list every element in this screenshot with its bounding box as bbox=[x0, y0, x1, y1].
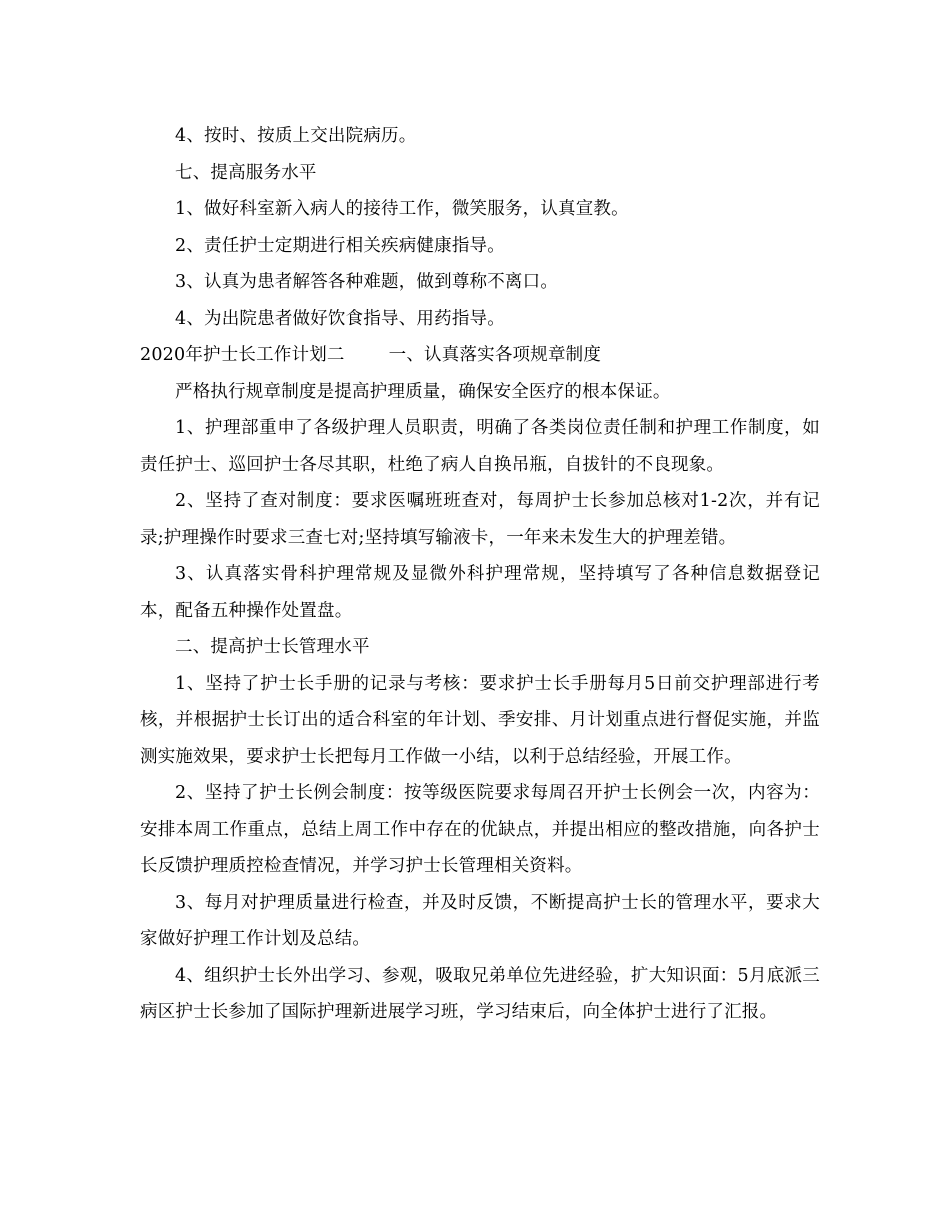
paragraph-management-item-4: 4、组织护士长外出学习、参观，吸取兄弟单位先进经验，扩大知识面：5月底派三病区护士长参加了国际护理新进展学习班，学习结束后，向全体护士进行了汇报。 bbox=[140, 965, 820, 1022]
document-body bbox=[140, 118, 820, 1031]
paragraph-rules-intro: 严格执行规章制度是提高护理质量，确保安全医疗的根本保证。 bbox=[175, 381, 671, 402]
paragraph-item-4-submit-records: 4、按时、按质上交出院病历。 bbox=[175, 126, 417, 146]
paragraph-rules-item-3: 3、认真落实骨科护理常规及显微外科护理常规，坚持填写了各种信息数据登记本，配备五种操作处置盘。 bbox=[140, 564, 820, 621]
paragraph-item-3-answer-questions: 3、认真为患者解答各种难题，做到尊称不离口。 bbox=[175, 272, 559, 292]
paragraph-item-4-discharge-guidance: 4、为出院患者做好饮食指导、用药指导。 bbox=[175, 308, 505, 329]
section-title-line bbox=[140, 337, 820, 374]
section-heading-rules: 一、认真落实各项规章制度 bbox=[388, 345, 602, 365]
paragraph-management-item-1: 1、坚持了护士长手册的记录与考核：要求护士长手册每月5日前交护理部进行考核，并根据护士长订出的适合科室的年计划、季安排、月计划重点进行督促实施，并监测实施效果，要求护士长把每月工作做一小结，以利于总结经验，开展工作。 bbox=[140, 673, 820, 767]
paragraph-management-item-2: 2、坚持了护士长例会制度：按等级医院要求每周召开护士长例会一次，内容为：安排本周工作重点，总结上周工作中存在的优缺点，并提出相应的整改措施，向各护士长反馈护理质控检查情况，并学习护士长管理相关资料。 bbox=[140, 783, 820, 876]
paragraph-item-1-reception: 1、做好科室新入病人的接待工作，微笑服务，认真宣教。 bbox=[175, 199, 629, 219]
plan-title: 2020年护士长工作计划二 bbox=[140, 345, 345, 365]
paragraph-item-2-health-guidance: 2、责任护士定期进行相关疾病健康指导。 bbox=[175, 235, 505, 256]
paragraph-management-item-3: 3、每月对护理质量进行检查，并及时反馈，不断提高护士长的管理水平，要求大家做好护理工作计划及总结。 bbox=[140, 892, 820, 949]
section-heading-management: 二、提高护士长管理水平 bbox=[175, 637, 370, 657]
paragraph-rules-item-2: 2、坚持了查对制度：要求医嘱班班查对，每周护士长参加总核对1-2次，并有记录;护理操作时要求三查七对;坚持填写输液卡，一年来未发生大的护理差错。 bbox=[140, 491, 820, 548]
section-heading-improve-service: 七、提高服务水平 bbox=[175, 162, 317, 183]
paragraph-rules-item-1: 1、护理部重申了各级护理人员职责，明确了各类岗位责任制和护理工作制度，如责任护士、巡回护士各尽其职，杜绝了病人自换吊瓶，自拔针的不良现象。 bbox=[140, 418, 820, 475]
